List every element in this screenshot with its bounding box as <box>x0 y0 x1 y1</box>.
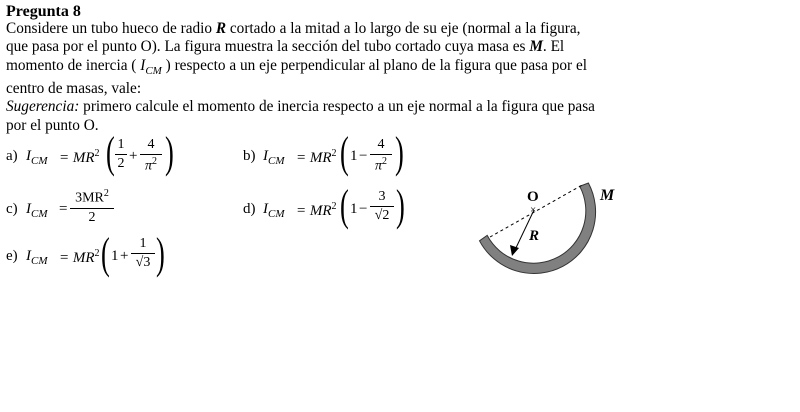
radius-arrowhead <box>510 245 519 256</box>
option-e-frac: 1 √3 <box>131 236 155 271</box>
option-d-rparen: ) <box>396 181 405 230</box>
option-b-eq: = $MR^2$ <box>296 148 337 166</box>
statement-part-1: Considere un tubo hueco de radio <box>6 20 216 37</box>
option-a-label: a) <box>6 148 18 164</box>
inertia-subscript: CM <box>145 64 162 77</box>
statement-part-3: . El momento de inercia ( <box>6 38 565 74</box>
radius-symbol: R <box>215 20 227 37</box>
option-d-op: − <box>359 201 368 217</box>
radius-label: R <box>529 228 540 244</box>
statement-part-2: cortado a la mitad a lo largo de su eje (normal a la figura, que pasa por el punto O). La figura muestra la sección del tubo cortado cuya masa es <box>6 20 581 56</box>
option-a-frac2: 4 $\pi^2$ <box>140 137 162 175</box>
option-d-eq: = $MR^2$ <box>296 201 337 219</box>
center-mark: × <box>530 204 537 216</box>
hint-label: Sugerencia: <box>6 98 80 116</box>
option-e-rparen: ) <box>156 229 165 278</box>
option-e-eq: = $MR^2$ <box>59 248 100 266</box>
option-a-frac1: 1 2 <box>115 137 127 172</box>
option-d-label: d) <box>243 201 256 217</box>
hint-text: primero calcule el momento de inercia respecto a un eje normal a la figura que pasa por el punto O. <box>6 98 595 134</box>
inertia-symbol: I <box>140 56 146 74</box>
option-b-lhs: $I_{CM}$ <box>263 148 285 167</box>
option-c-frac: $3MR^2$ 2 <box>70 188 114 226</box>
option-d-one: 1 <box>350 201 358 217</box>
option-d-lhs: $I_{CM}$ <box>263 201 285 220</box>
statement-part-4: ) respecto a un eje perpendicular al plano de la figura que pasa por el centro de masas, vale: <box>6 56 587 97</box>
mass-symbol: M <box>529 38 543 56</box>
option-a-lparen: ( <box>106 128 115 177</box>
option-b-rparen: ) <box>395 128 404 177</box>
option-d-lparen: ( <box>340 181 349 230</box>
option-c-eq: = <box>59 201 68 217</box>
option-a-eq: = $MR^2$ <box>59 148 100 166</box>
option-e-label: e) <box>6 248 18 264</box>
option-b-label: b) <box>243 148 256 164</box>
option-c-lhs: $I_{CM}$ <box>26 201 48 220</box>
option-c-label: c) <box>6 201 18 217</box>
question-title: Pregunta 8 <box>6 3 81 20</box>
mass-label: M <box>600 187 615 204</box>
option-b-one: 1 <box>350 148 358 164</box>
point-o-label: O <box>527 189 539 205</box>
option-e-lparen: ( <box>101 229 110 278</box>
option-d-frac: 3 √2 <box>370 189 394 224</box>
option-a-rparen: ) <box>165 128 174 177</box>
option-e-one: 1 <box>111 248 119 264</box>
option-a-lhs: $I_{CM}$ <box>26 148 48 167</box>
option-b-frac: 4 $\pi^2$ <box>370 137 392 175</box>
option-a-op: + <box>129 148 138 164</box>
option-e-op: + <box>120 248 129 264</box>
option-b-lparen: ( <box>340 128 349 177</box>
option-e-lhs: $I_{CM}$ <box>26 248 48 267</box>
option-b-op: − <box>359 148 368 164</box>
